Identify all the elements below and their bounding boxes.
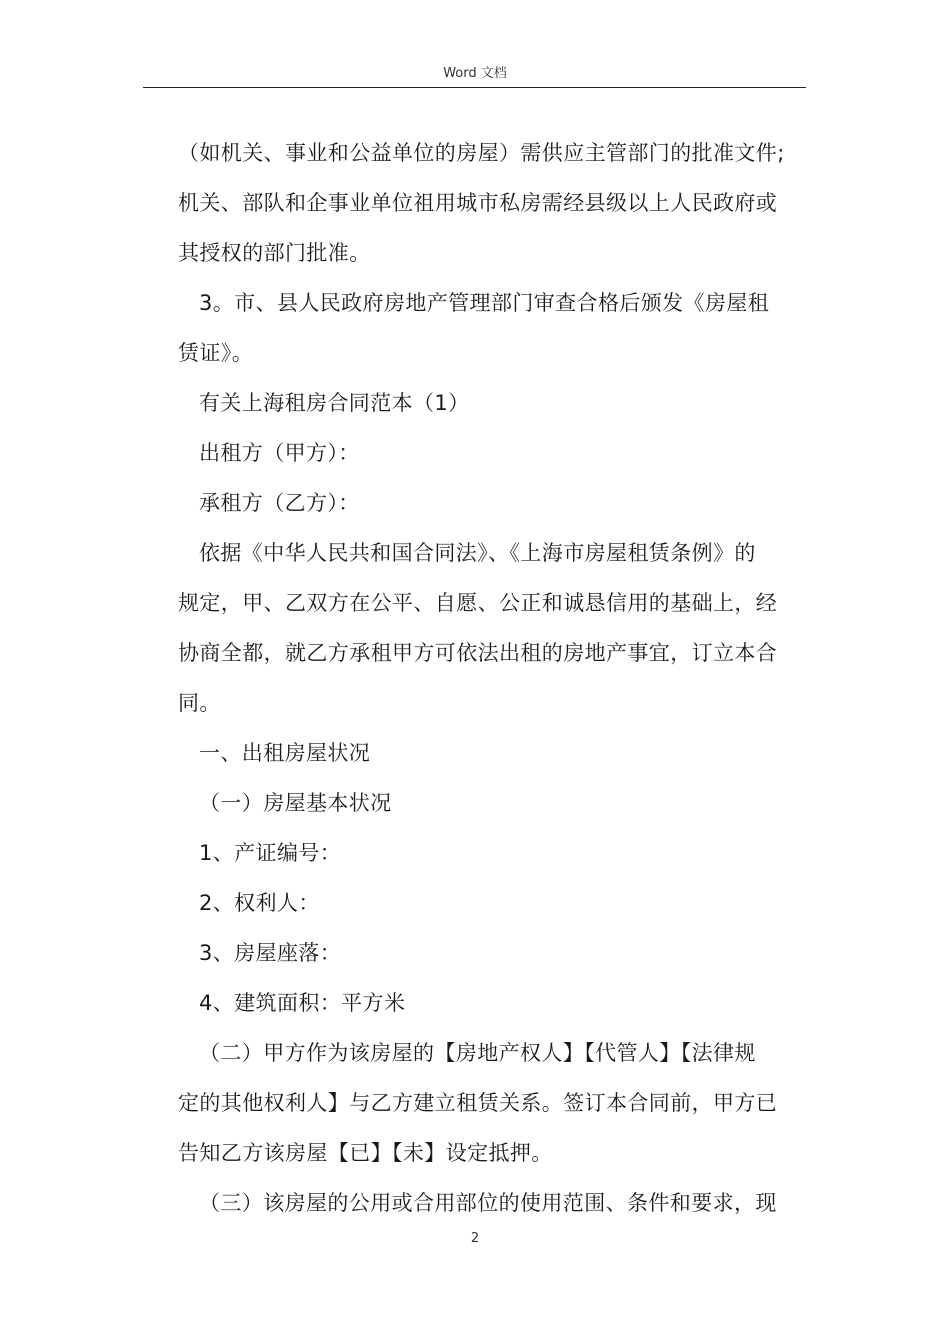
list-item: 4、建筑面积：平方米	[199, 991, 406, 1015]
text-line: 其授权的部门批准。	[178, 241, 371, 265]
text-line: 同。	[178, 691, 221, 715]
document-body	[178, 128, 804, 1228]
section-title: 有关上海租房合同范本（1）	[199, 391, 470, 415]
subsection-heading: （一）房屋基本状况	[199, 791, 392, 815]
list-item: 2、权利人：	[199, 891, 320, 915]
text-line: 定的其他权利人】与乙方建立租赁关系。签订本合同前，甲方已	[178, 1091, 778, 1115]
text-line: （如机关、事业和公益单位的房屋）需供应主管部门的批准文件;	[178, 141, 785, 165]
header-divider	[143, 87, 806, 88]
text-line: 出租方（甲方）：	[199, 441, 360, 465]
text-line: 机关、部队和企事业单位祖用城市私房需经县级以上人民政府或	[178, 191, 778, 215]
list-item: 1、产证编号：	[199, 841, 342, 865]
text-line: （三）该房屋的公用或合用部位的使用范围、条件和要求，现	[199, 1191, 777, 1215]
text-line: 赁证》。	[178, 341, 254, 365]
text-line: 告知乙方该房屋【已】【未】设定抵押。	[178, 1141, 553, 1165]
text-line: 3。市、县人民政府房地产管理部门审查合格后颁发《房屋租	[199, 291, 770, 315]
text-line: （二）甲方作为该房屋的【房地产权人】【代管人】【法律规	[199, 1041, 756, 1065]
page-header: Word 文档	[443, 66, 507, 81]
list-item: 3、房屋座落：	[199, 941, 342, 965]
page-number: 2	[470, 1231, 480, 1246]
text-line: 规定，甲、乙双方在公平、自愿、公正和诚恳信用的基础上，经	[178, 591, 778, 615]
text-line: 承租方（乙方）：	[199, 491, 360, 515]
text-line: 协商全都，就乙方承租甲方可依法出租的房地产事宜，订立本合	[178, 641, 778, 665]
section-heading: 一、出租房屋状况	[199, 741, 371, 765]
text-line: 依据《中华人民共和国合同法》、《上海市房屋租赁条例》的	[199, 541, 756, 565]
